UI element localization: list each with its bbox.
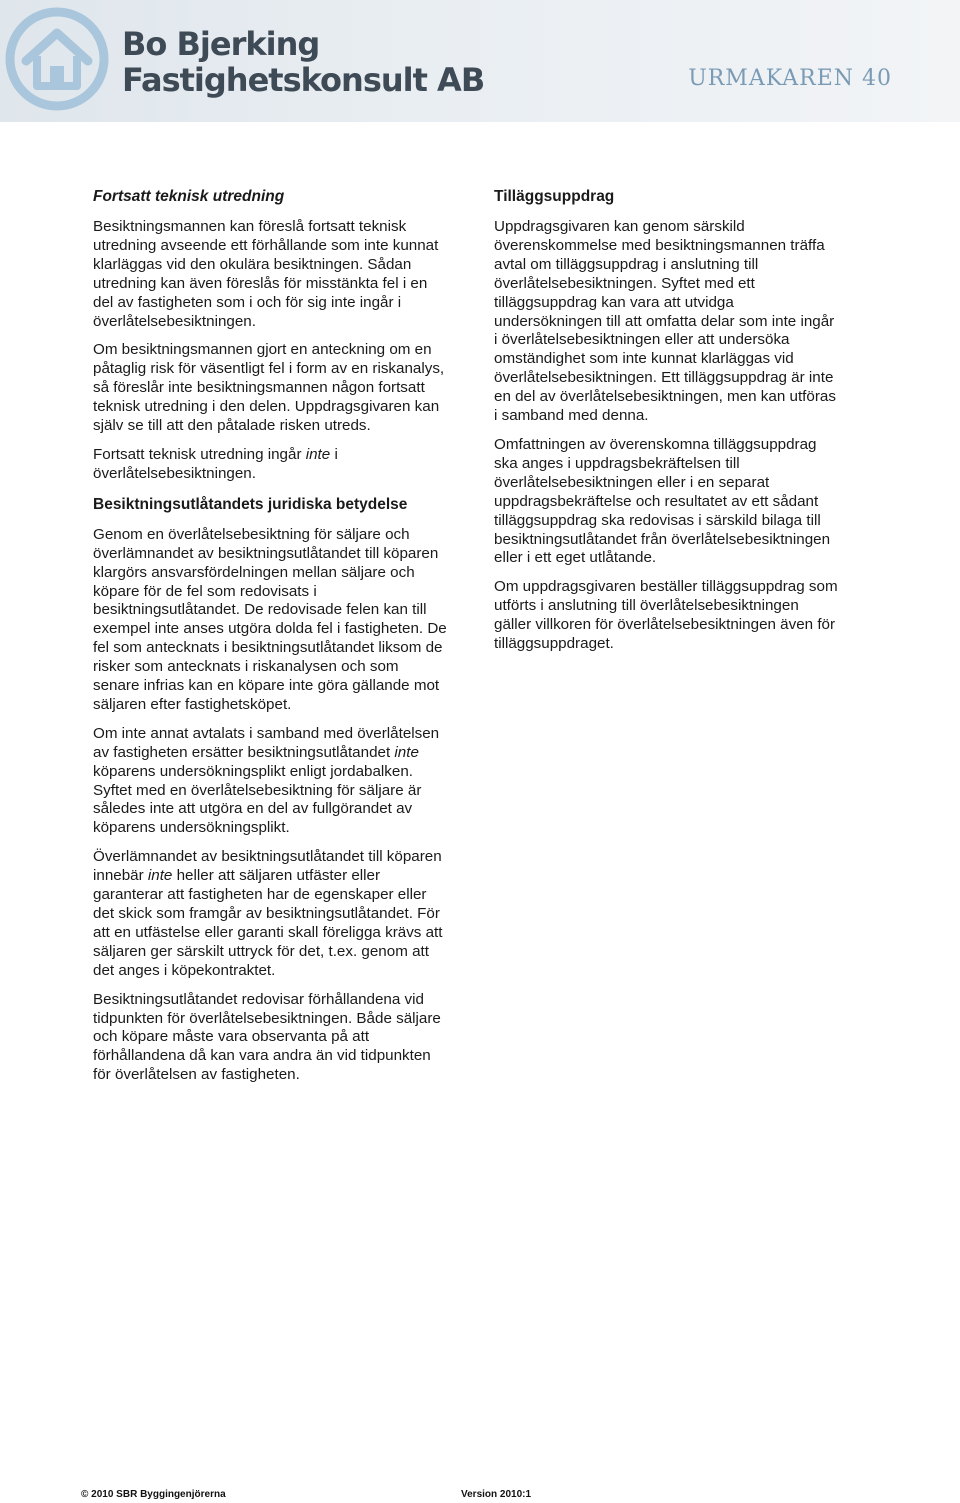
- paragraph: Genom en överlåtelsebesiktning för säljare och överlämnandet av besiktningsutlåtandet till köparen klargörs ansvarsfördelningen mellan säljare och köpare för de fel som redovisats i besiktningsutlåtandet. De redovisade felen kan till exempel inte anses utgöra dolda fel i fastigheten. De fel som antecknats i besiktningsutlåtandet liksom de risker som antecknats i riskanalysen och som senare infrias kan en köpare inte göra gällande mot säljaren efter fastighetsköpet.: [93, 525, 447, 713]
- heading-tillaggsuppdrag: Tilläggsuppdrag: [494, 188, 615, 205]
- page-header: [0, 0, 960, 122]
- heading-fortsatt-teknisk-utredning: Fortsatt teknisk utredning: [93, 188, 285, 205]
- paragraph: Om besiktningsmannen gjort en anteckning om en påtaglig risk för väsentligt fel i form av en riskanalys, så föreslår inte besiktningsmannen någon fortsatt teknisk utredning i den delen. Uppdragsgivaren kan själv se till att den påtalade risken utreds.: [93, 341, 445, 435]
- paragraph: Om inte annat avtalats i samband med överlåtelsen av fastigheten ersätter besiktningsutlåtandet inte köparens undersökningsplikt enligt jordabalken. Syftet med en överlåtelsebesiktning för säljare är således inte att utgöra en del av fullgörandet av köparens undersökningsplikt.: [93, 724, 440, 837]
- heading-juridiska-betydelse: Besiktningsutlåtandets juridiska betydelse: [93, 495, 408, 513]
- company-logo-text: [122, 26, 484, 98]
- page-footer: [0, 1489, 960, 1503]
- paragraph: Uppdragsgivaren kan genom särskild överenskommelse med besiktningsmannen träffa avtal om tilläggsuppdrag i anslutning till överlåtelsebesiktningen. Syftet med ett tilläggsuppdrag kan vara att utvidga undersökningen till att omfatta delar som inte ingår i överlåtelsebesiktningen eller att undersöka omständighet som inte kunnat klarläggas vid överlåtelsebesiktningen. Ett tilläggsuppdrag är inte en del av överlåtelsebesiktningen, men kan utföras i samband med denna.: [494, 218, 836, 425]
- right-column: [494, 186, 839, 664]
- version-text: Version 2010:1: [461, 1489, 532, 1500]
- paragraph: Om uppdragsgivaren beställer tilläggsuppdrag som utförts i anslutning till överlåtelsebesiktningen gäller villkoren för överlåtelsebesiktningen även för tilläggsuppdraget.: [494, 578, 838, 653]
- copyright-text: © 2010 SBR Byggingenjörerna: [81, 1489, 226, 1500]
- house-in-circle-icon: [4, 6, 110, 112]
- project-title: URMAKAREN 40: [688, 66, 892, 91]
- paragraph: Besiktningsmannen kan föreslå fortsatt teknisk utredning avseende ett förhållande som inte kunnat klarläggas vid den okulära besiktningen. Sådan utredning kan även föreslås för misstänkta fel i en del av fastigheten som i och för sig inte ingår i överlåtelsebesiktningen.: [93, 218, 439, 330]
- paragraph: Besiktningsutlåtandet redovisar förhållandena vid tidpunkten för överlåtelsebesiktningen. Både säljare och köpare måste vara observanta på att förhållandena då kan vara andra än vid tidpunkten för överlåtelsen av fastigheten.: [93, 990, 441, 1084]
- left-column: [93, 186, 448, 1095]
- paragraph: Fortsatt teknisk utredning ingår inte i överlåtelsebesiktningen.: [93, 445, 338, 482]
- company-name-line1: Bo Bjerking: [122, 25, 320, 63]
- paragraph: Omfattningen av överenskomna tilläggsuppdrag ska anges i uppdragsbekräftelsen till överlåtelsebesiktningen eller i en separat uppdragsbekräftelse och resultatet av ett sådant tilläggsuppdrag ska redovisas i särskild bilaga till besiktningsutlåtandet från överlåtelsebesiktningen eller i ett eget utlåtande.: [494, 435, 831, 567]
- company-name-line2: Fastighetskonsult AB: [122, 61, 485, 99]
- paragraph: Överlämnandet av besiktningsutlåtandet till köparen innebär inte heller att säljaren utfäster eller garanterar att fastigheten har de egenskaper eller det skick som framgår av besiktningsutlåtandet. För att en utfästelse eller garanti skall föreligga krävs att säljaren ger särskilt uttryck för det, t.ex. genom att det anges i köpekontraktet.: [93, 848, 443, 979]
